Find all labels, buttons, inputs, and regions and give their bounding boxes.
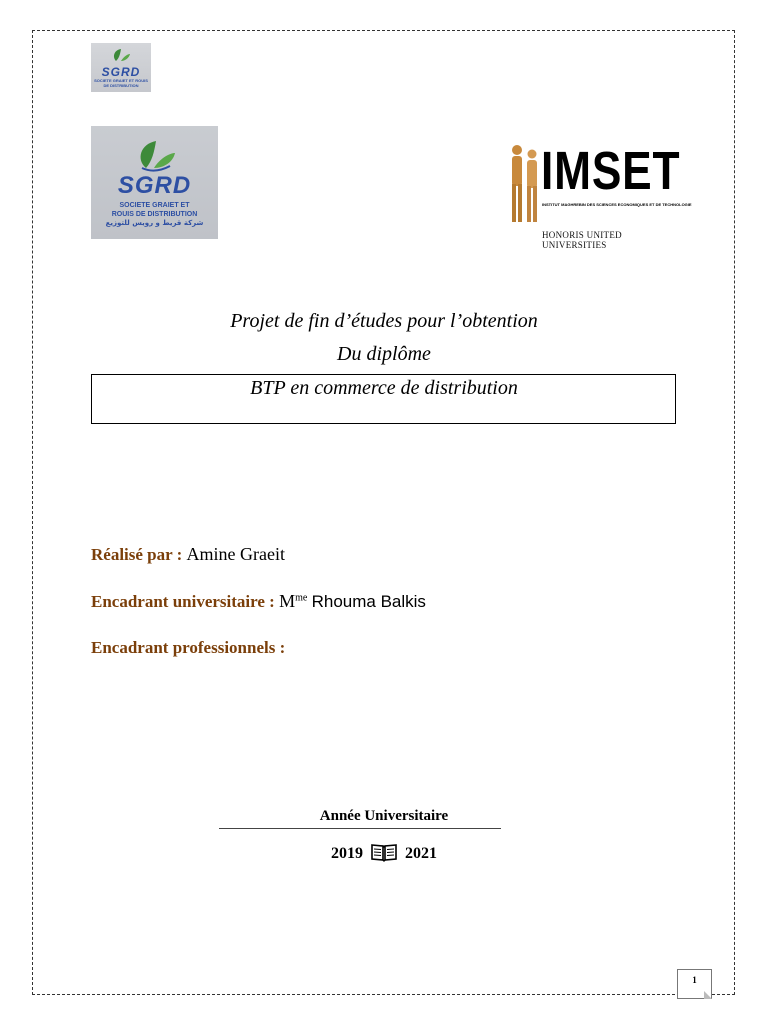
sgrd-subtitle: SOCIETE GRAIET ET ROUIS DE DISTRIBUTION	[94, 78, 148, 88]
imset-name: IMSET	[541, 141, 681, 201]
academic-supervisor-suffix: me	[295, 592, 308, 604]
year-start: 2019	[331, 845, 363, 862]
sgrd-name: SGRD	[101, 65, 141, 80]
sgrd-subtitle-line1: SOCIETE GRAIET ET	[119, 201, 190, 209]
author-row	[91, 544, 285, 565]
professional-supervisor-row	[91, 638, 285, 658]
academic-supervisor-name: Rhouma Balkis	[311, 592, 426, 611]
page-number-box	[677, 969, 712, 999]
title-line-2: Du diplôme	[337, 343, 431, 365]
sgrd-arabic-name: شركة قريط و رويس للتوزيع	[105, 219, 204, 228]
page-fold-corner	[704, 991, 712, 999]
author-value: Amine Graeit	[186, 544, 286, 564]
imset-logo	[508, 141, 692, 250]
imset-tagline: HONORIS UNITED UNIVERSITIES	[542, 230, 622, 250]
leaf-icon	[132, 138, 178, 172]
academic-year-label: Année Universitaire	[319, 808, 449, 824]
sgrd-name: SGRD	[117, 171, 192, 199]
divider	[219, 828, 501, 829]
sgrd-subtitle-line2: ROUIS DE DISTRIBUTION	[111, 211, 198, 218]
academic-supervisor-row	[91, 591, 426, 612]
leaf-icon	[110, 47, 132, 63]
sgrd-logo-small	[91, 43, 151, 92]
degree-title: BTP en commerce de distribution	[250, 377, 518, 399]
open-book-icon	[371, 843, 397, 861]
academic-supervisor-prefix: M	[279, 591, 296, 611]
author-label: Réalisé par :	[91, 545, 183, 564]
year-end: 2021	[405, 845, 437, 862]
sgrd-logo-large	[91, 126, 218, 239]
imset-subtitle: INSTITUT MAGHREBIN DES SCIENCES ECONOMIQUES ET DE TECHNOLOGIE	[542, 202, 692, 207]
people-silhouette-icon	[508, 144, 542, 226]
academic-year-range	[0, 843, 768, 863]
title-line-1: Projet de fin d’études pour l’obtention	[230, 310, 538, 332]
professional-supervisor-label: Encadrant professionnels :	[91, 638, 286, 657]
academic-supervisor-label: Encadrant universitaire :	[91, 592, 275, 611]
page-number: 1	[692, 975, 697, 985]
